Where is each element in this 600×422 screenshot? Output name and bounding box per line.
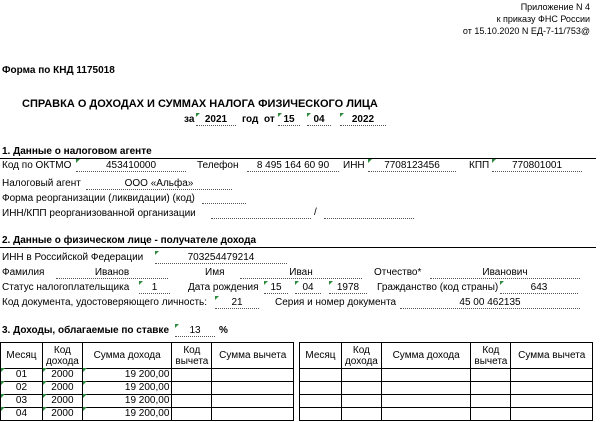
marker-icon	[500, 281, 504, 285]
income-code-value: 2000	[51, 408, 74, 419]
income-code-cell[interactable]	[341, 369, 381, 382]
section2-divider	[0, 247, 596, 248]
doc-code-value: 21	[231, 297, 243, 308]
income-code-value: 2000	[51, 395, 74, 406]
doc-code-label: Код документа, удостоверяющего личность:	[2, 297, 208, 308]
period-year-label: год	[242, 114, 259, 125]
phone-label: Телефон	[197, 160, 239, 171]
column-header-income-amount: Сумма дохода	[82, 343, 172, 369]
section1-divider	[0, 158, 596, 159]
name-label: Имя	[205, 267, 225, 278]
marker-icon	[175, 324, 179, 328]
month-cell[interactable]	[300, 369, 342, 382]
tax-rate-field[interactable]	[175, 325, 215, 337]
column-header-deduction-code: Код вычета	[471, 343, 511, 369]
income-code-cell[interactable]	[42, 395, 82, 408]
marker-icon	[264, 281, 268, 285]
deduction-code-cell[interactable]	[172, 369, 212, 382]
citizenship-field[interactable]	[500, 282, 578, 294]
surname-label: Фамилия	[2, 267, 45, 278]
marker-icon	[368, 159, 372, 163]
citizenship-value: 643	[530, 282, 548, 293]
table-row	[1, 382, 294, 395]
tax-agent-label: Налоговый агент	[2, 178, 81, 189]
name-value: Иван	[289, 267, 313, 278]
period-month-field[interactable]	[307, 114, 331, 126]
income-code-cell[interactable]	[42, 382, 82, 395]
phone-field[interactable]	[247, 160, 339, 172]
month-cell[interactable]	[1, 395, 43, 408]
name-field[interactable]	[240, 267, 362, 279]
marker-icon	[1, 407, 5, 411]
income-code-cell[interactable]	[341, 382, 381, 395]
income-amount-cell[interactable]	[381, 395, 471, 408]
deduction-code-cell[interactable]	[471, 369, 511, 382]
birth-date-label: Дата рождения	[188, 282, 259, 293]
income-code-cell[interactable]	[42, 369, 82, 382]
column-header-deduction-code: Код вычета	[172, 343, 212, 369]
marker-icon	[43, 368, 47, 372]
deduction-code-cell[interactable]	[471, 408, 511, 421]
phone-value: 8 495 164 60 90	[256, 160, 330, 171]
income-amount-cell[interactable]	[82, 408, 172, 421]
marker-icon	[278, 113, 282, 117]
income-amount-cell[interactable]	[82, 382, 172, 395]
kpp-field[interactable]	[492, 160, 582, 172]
month-value: 02	[15, 382, 28, 393]
month-cell[interactable]	[300, 395, 342, 408]
section3-heading: 3. Доходы, облагаемые по ставке	[2, 325, 170, 336]
marker-icon	[83, 381, 87, 385]
patronymic-field[interactable]	[430, 267, 580, 279]
income-amount-cell[interactable]	[82, 369, 172, 382]
oktmo-value: 453410000	[105, 160, 157, 171]
month-cell[interactable]	[300, 408, 342, 421]
column-header-income-amount: Сумма дохода	[381, 343, 471, 369]
deduction-amount-cell[interactable]	[511, 382, 593, 395]
marker-icon	[83, 394, 87, 398]
income-code-value: 2000	[51, 382, 74, 393]
deduction-amount-cell[interactable]	[511, 408, 593, 421]
month-value: 01	[15, 369, 28, 380]
deduction-amount-cell[interactable]	[511, 395, 593, 408]
period-date-year-value: 2022	[351, 114, 375, 125]
surname-field[interactable]	[56, 267, 168, 279]
appendix-line-1: Приложение N 4	[520, 2, 590, 12]
doc-number-value: 45 00 462135	[459, 297, 521, 308]
period-day-value: 15	[283, 114, 295, 125]
doc-number-field[interactable]	[400, 297, 580, 309]
doc-code-field[interactable]	[215, 297, 259, 309]
marker-icon	[492, 159, 496, 163]
marker-icon	[83, 407, 87, 411]
period-year-field[interactable]	[196, 114, 236, 126]
birth-year-value: 1978	[336, 282, 360, 293]
marker-icon	[340, 113, 344, 117]
agent-inn-value: 7708123456	[384, 160, 440, 171]
column-header-month: Месяц	[300, 343, 342, 369]
income-amount-value: 19 200,00	[124, 382, 170, 393]
column-header-income-code: Код дохода	[42, 343, 82, 369]
doc-number-label: Серия и номер документа	[275, 297, 397, 308]
table-row	[1, 395, 294, 408]
income-amount-cell[interactable]	[381, 369, 471, 382]
deduction-amount-cell[interactable]	[212, 369, 294, 382]
month-cell[interactable]	[1, 382, 43, 395]
income-table-right	[299, 342, 593, 421]
column-header-deduction-amount: Сумма вычета	[511, 343, 593, 369]
period-for-label: за	[184, 114, 195, 125]
section2-heading: 2. Данные о физическом лице - получателе дохода	[2, 235, 257, 246]
patronymic-label: Отчество*	[374, 267, 422, 278]
month-cell[interactable]	[1, 369, 43, 382]
reorg-form-label: Форма реорганизации (ликвидации) (код)	[2, 193, 195, 204]
marker-icon	[1, 368, 5, 372]
taxpayer-status-value: 1	[151, 282, 158, 293]
month-value: 03	[15, 395, 28, 406]
deduction-code-cell[interactable]	[471, 395, 511, 408]
tax-rate-value: 13	[189, 325, 201, 336]
income-amount-value: 19 200,00	[124, 395, 170, 406]
table-row	[300, 369, 593, 382]
table-row	[300, 382, 593, 395]
birth-day-field[interactable]	[264, 282, 288, 294]
taxpayer-status-label: Статус налогоплательщика	[2, 282, 130, 293]
person-inn-value: 703254479214	[187, 252, 255, 263]
birth-day-value: 15	[270, 282, 282, 293]
birth-month-value: 04	[302, 282, 314, 293]
birth-year-field[interactable]	[329, 282, 367, 294]
period-day-field[interactable]	[278, 114, 300, 126]
section1-heading: 1. Данные о налоговом агенте	[2, 146, 152, 157]
reorg-inn-field[interactable]	[211, 218, 311, 219]
income-amount-cell[interactable]	[381, 408, 471, 421]
income-amount-cell[interactable]	[381, 382, 471, 395]
marker-icon	[1, 394, 5, 398]
patronymic-value: Иванович	[482, 267, 528, 278]
deduction-amount-cell[interactable]	[212, 382, 294, 395]
marker-icon	[215, 296, 219, 300]
income-amount-value: 19 200,00	[124, 408, 170, 419]
period-year-value: 2021	[204, 114, 228, 125]
reorg-inn-label: ИНН/КПП реорганизованной организации	[2, 208, 196, 219]
period-from-label: от	[264, 114, 275, 125]
deduction-amount-cell[interactable]	[212, 395, 294, 408]
deduction-code-cell[interactable]	[172, 408, 212, 421]
kpp-label: КПП	[469, 160, 490, 171]
marker-icon	[43, 381, 47, 385]
percent-sign: %	[219, 325, 228, 336]
period-date-year-field[interactable]	[340, 114, 386, 126]
month-value: 04	[15, 408, 28, 419]
deduction-code-cell[interactable]	[172, 395, 212, 408]
citizenship-label: Гражданство (код страны)	[377, 282, 499, 293]
marker-icon	[43, 407, 47, 411]
income-table-left	[0, 342, 294, 421]
column-header-income-code: Код дохода	[341, 343, 381, 369]
table-row	[300, 395, 593, 408]
table-row	[1, 408, 294, 421]
tax-agent-value: ООО «Альфа»	[124, 178, 194, 189]
marker-icon	[139, 281, 143, 285]
deduction-code-cell[interactable]	[471, 382, 511, 395]
document-title: СПРАВКА О ДОХОДАХ И СУММАХ НАЛОГА ФИЗИЧЕСКОГО ЛИЦА	[22, 98, 378, 110]
person-inn-label: ИНН в Российской Федерации	[2, 252, 144, 263]
income-code-cell[interactable]	[341, 395, 381, 408]
appendix-line-2: к приказу ФНС России	[496, 14, 590, 24]
kpp-value: 770801001	[511, 160, 563, 171]
period-month-value: 04	[313, 114, 325, 125]
reorg-separator: /	[314, 207, 317, 218]
income-code-cell[interactable]	[341, 408, 381, 421]
marker-icon	[329, 281, 333, 285]
reorg-kpp-field[interactable]	[324, 218, 414, 219]
surname-value: Иванов	[94, 267, 130, 278]
marker-icon	[307, 113, 311, 117]
deduction-amount-cell[interactable]	[212, 408, 294, 421]
column-header-month: Месяц	[1, 343, 43, 369]
marker-icon	[196, 113, 200, 117]
column-header-deduction-amount: Сумма вычета	[212, 343, 294, 369]
oktmo-label: Код по ОКТМО	[2, 160, 72, 171]
marker-icon	[83, 368, 87, 372]
person-inn-field[interactable]	[155, 252, 287, 264]
appendix-line-3: от 15.10.2020 N ЕД-7-11/753@	[462, 26, 590, 36]
table-row	[1, 369, 294, 382]
marker-icon	[295, 281, 299, 285]
taxpayer-status-field[interactable]	[139, 282, 170, 294]
marker-icon	[1, 381, 5, 385]
tax-agent-field[interactable]	[86, 178, 232, 190]
form-code: Форма по КНД 1175018	[2, 65, 115, 76]
month-cell[interactable]	[300, 382, 342, 395]
deduction-code-cell[interactable]	[172, 382, 212, 395]
agent-inn-field[interactable]	[368, 160, 456, 172]
month-cell[interactable]	[1, 408, 43, 421]
table-row	[300, 408, 593, 421]
oktmo-field[interactable]	[76, 160, 186, 172]
marker-icon	[155, 251, 159, 255]
deduction-amount-cell[interactable]	[511, 369, 593, 382]
income-amount-value: 19 200,00	[124, 369, 170, 380]
birth-month-field[interactable]	[295, 282, 321, 294]
agent-inn-label: ИНН	[343, 160, 365, 171]
income-code-cell[interactable]	[42, 408, 82, 421]
reorg-form-field[interactable]	[202, 203, 246, 204]
marker-icon	[43, 394, 47, 398]
income-amount-cell[interactable]	[82, 395, 172, 408]
marker-icon	[76, 159, 80, 163]
income-code-value: 2000	[51, 369, 74, 380]
